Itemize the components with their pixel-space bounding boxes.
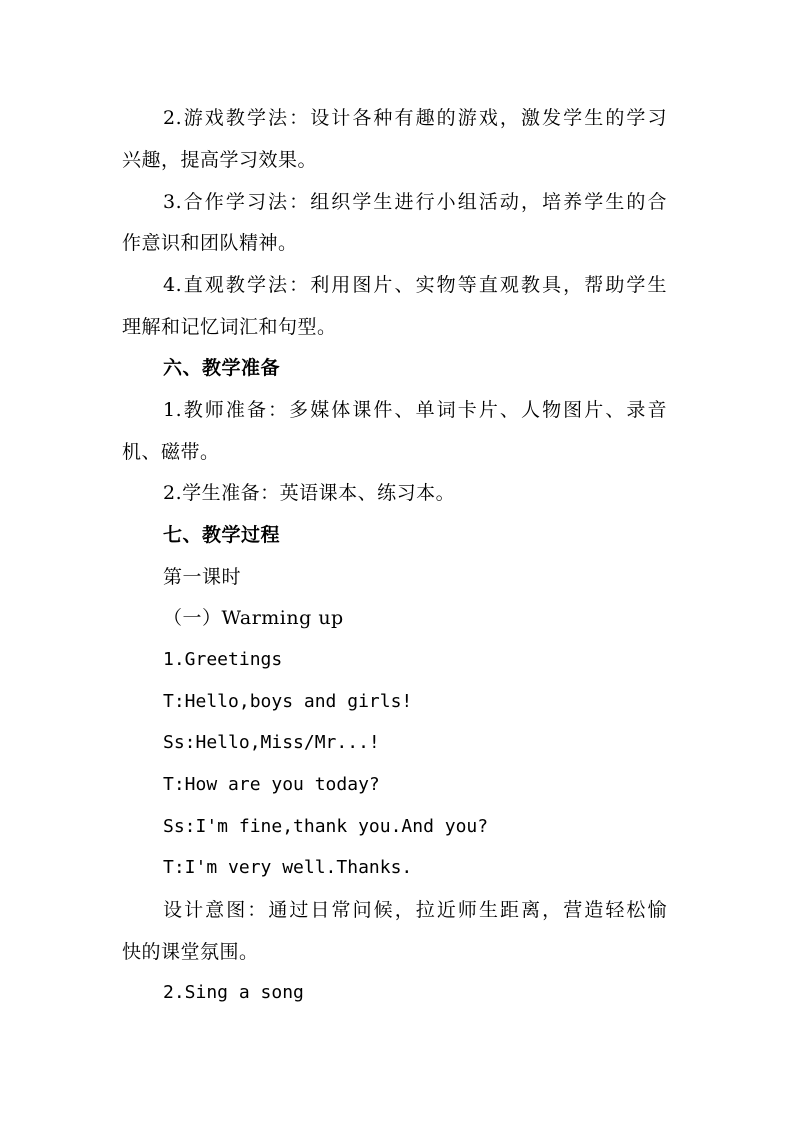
section-warming-up: （一）Warming up xyxy=(163,607,344,629)
step-sing-a-song: 2.Sing a song xyxy=(163,982,304,1003)
dialog-line: T:Hello,boys and girls! xyxy=(163,691,413,712)
design-intent-text-cont: 快的课堂氛围。 xyxy=(122,941,259,963)
method-3-text: 3.合作学习法：组织学生进行小组活动，培养学生的合 xyxy=(163,191,667,213)
method-2-text: 2.游戏教学法：设计各种有趣的游戏，激发学生的学习 xyxy=(163,107,667,129)
method-3-text-cont: 作意识和团队精神。 xyxy=(122,232,298,254)
dialog-line: T:I'm very well.Thanks. xyxy=(163,857,413,878)
design-intent-text: 设计意图：通过日常问候，拉近师生距离，营造轻松愉 xyxy=(163,899,667,921)
prep-teacher-text-cont: 机、磁带。 xyxy=(122,441,220,463)
prep-student-text: 2.学生准备：英语课本、练习本。 xyxy=(163,482,456,504)
dialog-line: T:How are you today? xyxy=(163,774,380,795)
heading-teaching-process: 七、教学过程 xyxy=(163,524,281,546)
prep-teacher-text: 1.教师准备：多媒体课件、单词卡片、人物图片、录音 xyxy=(163,399,667,421)
method-4-text-cont: 理解和记忆词汇和句型。 xyxy=(122,316,337,338)
method-4-text: 4.直观教学法：利用图片、实物等直观教具，帮助学生 xyxy=(163,274,667,296)
heading-teaching-preparation: 六、教学准备 xyxy=(163,357,281,379)
dialog-line: Ss:I'm fine,thank you.And you? xyxy=(163,816,489,837)
lesson-label: 第一课时 xyxy=(163,566,242,588)
method-2-text-cont: 兴趣，提高学习效果。 xyxy=(122,149,318,171)
dialog-line: Ss:Hello,Miss/Mr...! xyxy=(163,732,380,753)
step-greetings: 1.Greetings xyxy=(163,649,283,670)
